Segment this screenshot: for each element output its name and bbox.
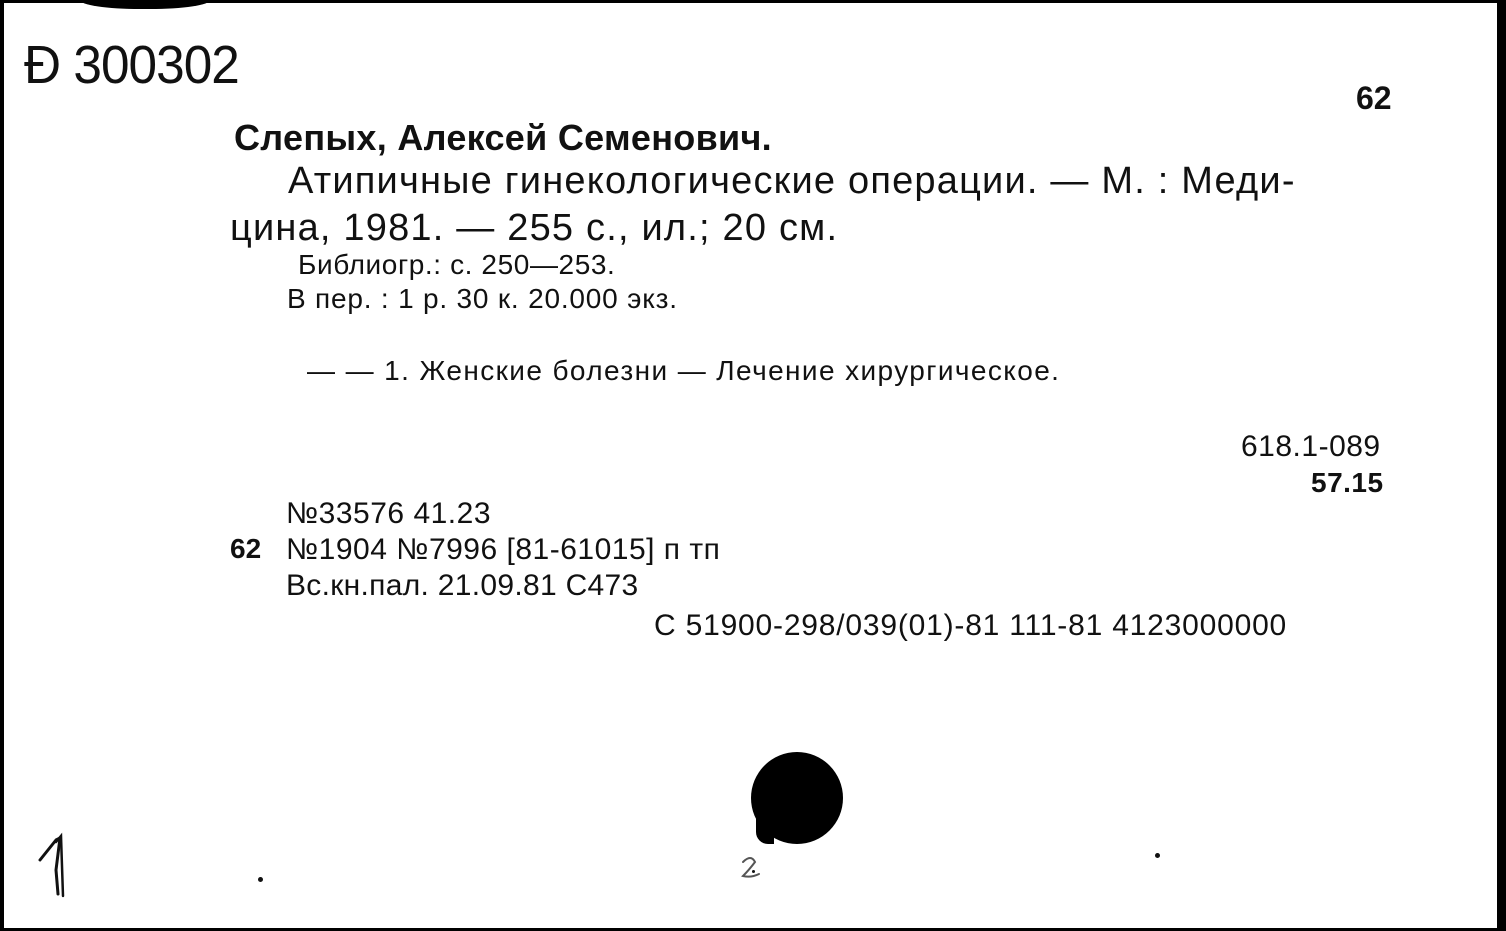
handwritten-number-mark (34, 830, 84, 900)
card-right-edge (1497, 0, 1506, 931)
registry-line-3: Вс.кн.пал. 21.09.81 С473 (286, 569, 639, 602)
inventory-stamp: Ð 300302 (24, 35, 239, 95)
registry-line-1: №33576 41.23 (286, 497, 492, 530)
card-left-edge (0, 0, 4, 931)
speck (1155, 853, 1160, 858)
udc-code: 618.1-089 (1241, 430, 1381, 463)
author-name: Слепых, Алексей Семенович. (234, 117, 772, 158)
card-top-smudge (80, 0, 210, 9)
bibliography-note: Библиогр.: с. 250—253. (298, 249, 616, 280)
registry-line-4: С 51900-298/039(01)-81 111-81 4123000000 (654, 609, 1288, 642)
title-line-1: Атипичные гинекологические операции. — М. : Меди- (288, 160, 1296, 202)
registry-line-2-prefix: 62 (230, 533, 262, 564)
bbk-code: 57.15 (1311, 467, 1384, 498)
subject-heading: — — 1. Женские болезни — Лечение хирургическое. (307, 355, 1061, 386)
speck (258, 877, 263, 882)
registry-line-2: №1904 №7996 [81-61015] п тп (286, 533, 721, 566)
small-handwritten-mark (737, 852, 765, 882)
card-top-edge (0, 0, 1506, 7)
speck (752, 870, 755, 873)
title-line-2: цина, 1981. — 255 с., ил.; 20 см. (230, 207, 839, 249)
top-page-number: 62 (1356, 80, 1392, 116)
price-and-print-run: В пер. : 1 р. 30 к. 20.000 экз. (287, 283, 678, 314)
punch-hole-notch (756, 818, 774, 844)
